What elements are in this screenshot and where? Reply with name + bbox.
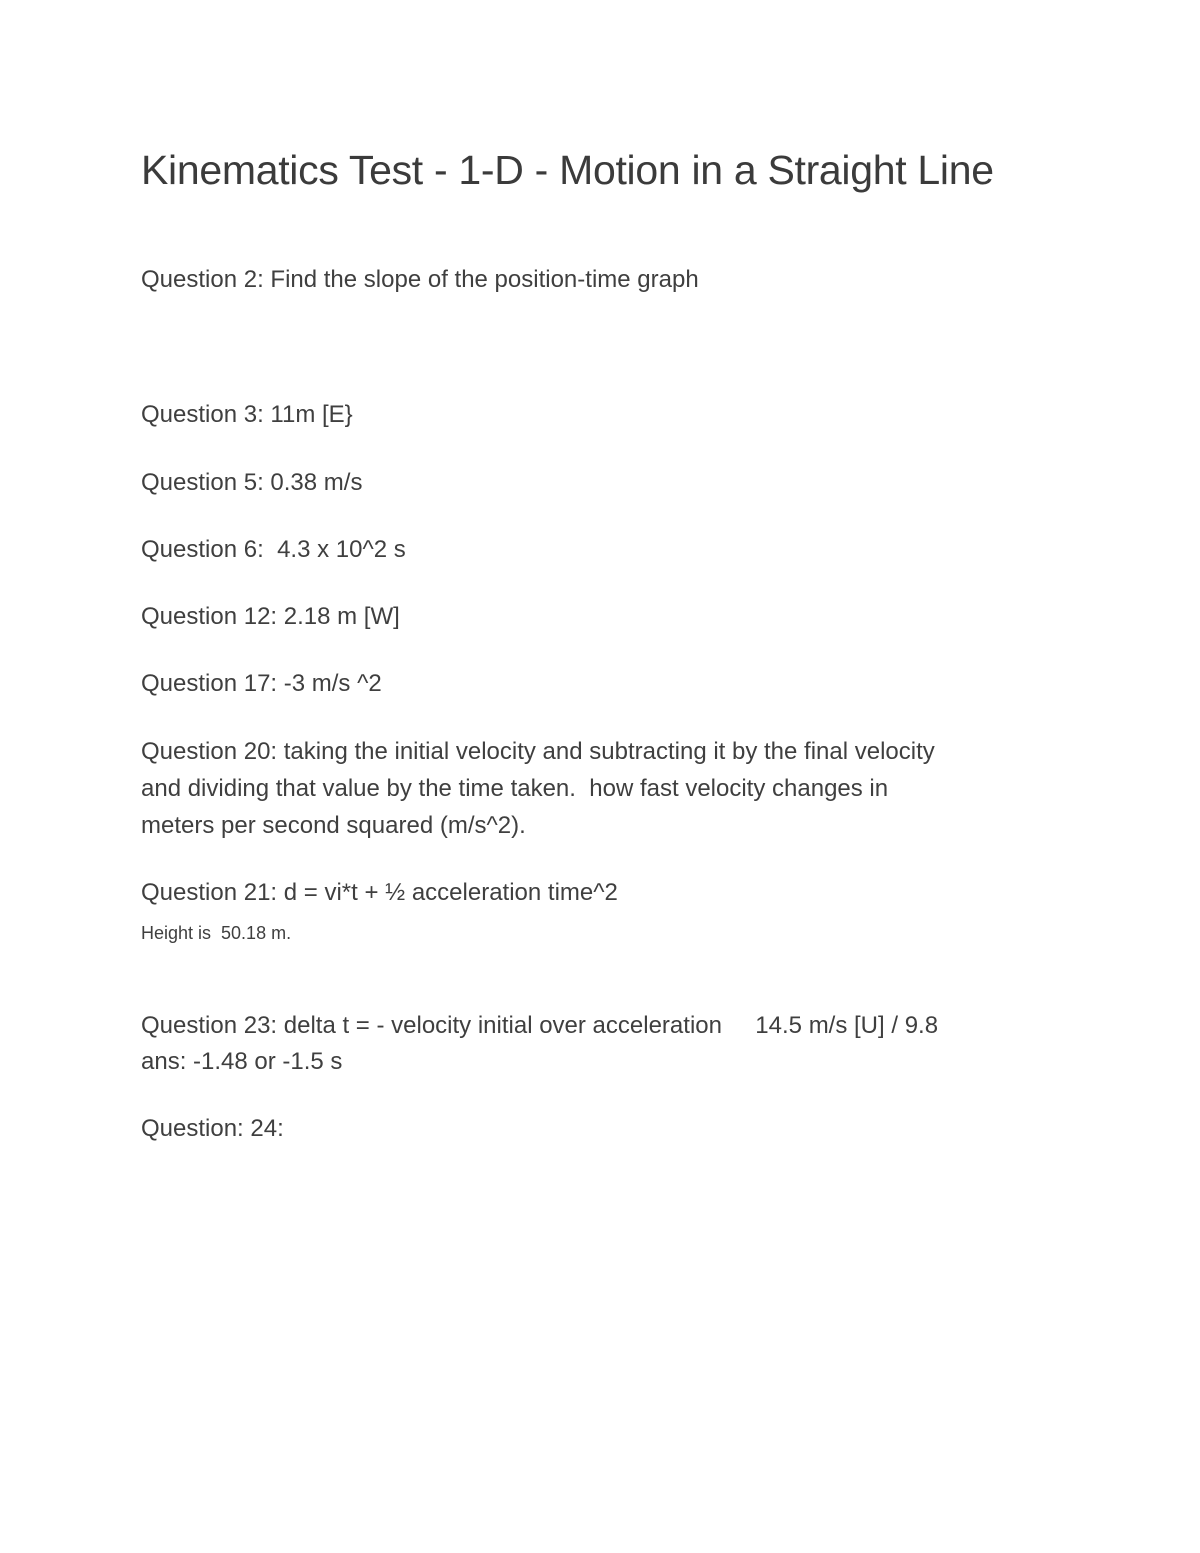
question-2-line: Question 2: Find the slope of the position-time graph (141, 266, 699, 293)
question-24-line: Question: 24: (141, 1115, 284, 1142)
document-title: Kinematics Test - 1-D - Motion in a Straight Line (141, 147, 994, 193)
question-21-line: Question 21: d = vi*t + ½ acceleration time^2 (141, 879, 618, 906)
question-17-line: Question 17: -3 m/s ^2 (141, 670, 382, 697)
question-20-line-1: Question 20: taking the initial velocity and subtracting it by the final velocity (141, 738, 935, 765)
question-20-line-2: and dividing that value by the time taken. how fast velocity changes in (141, 775, 889, 802)
question-3-line: Question 3: 11m [E} (141, 401, 353, 428)
question-21-height-line: Height is 50.18 m. (141, 923, 292, 943)
question-6-line: Question 6: 4.3 x 10^2 s (141, 536, 406, 563)
question-23-line-1: Question 23: delta t = - velocity initial over acceleration 14.5 m/s [U] / 9.8 (141, 1012, 939, 1039)
question-23-line-2: ans: -1.48 or -1.5 s (141, 1048, 343, 1075)
question-20-line-3: meters per second squared (m/s^2). (141, 812, 526, 839)
question-5-line: Question 5: 0.38 m/s (141, 469, 363, 496)
question-12-line: Question 12: 2.18 m [W] (141, 603, 400, 630)
